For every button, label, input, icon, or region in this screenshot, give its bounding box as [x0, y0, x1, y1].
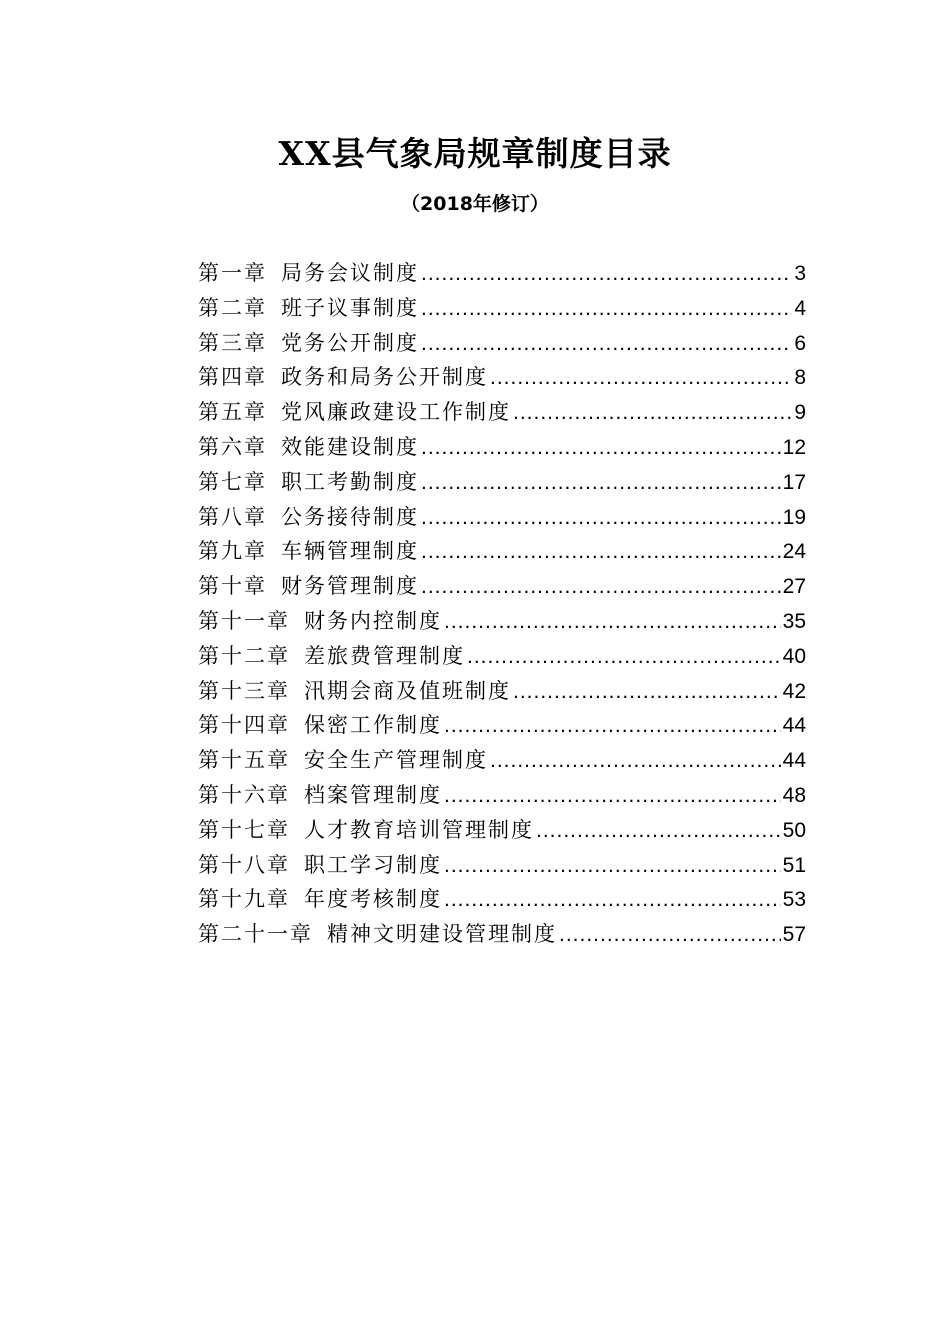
toc-chapter-number: 第十章: [198, 574, 267, 599]
toc-chapter-name: 安全生产管理制度: [304, 748, 488, 773]
toc-page-number: 44: [782, 749, 806, 773]
toc-chapter-number: 第六章: [198, 434, 267, 459]
toc-entry[interactable]: [198, 917, 806, 952]
toc-page-number: 8: [794, 366, 806, 390]
toc-chapter-name: 财务内控制度: [304, 608, 442, 633]
toc-chapter-number: 第三章: [198, 330, 267, 355]
toc-dot-leader: [444, 605, 781, 640]
toc-chapter-number: 第十三章: [198, 678, 290, 703]
toc-chapter-number: 第七章: [198, 469, 267, 494]
toc-page-number: 35: [782, 609, 806, 633]
toc-dot-leader: [421, 535, 781, 570]
toc-chapter-name: 精神文明建设管理制度: [327, 922, 557, 947]
toc-chapter-number: 第十一章: [198, 608, 290, 633]
document-title: XX县气象局规章制度目录: [278, 134, 672, 173]
toc-page-number: 24: [782, 540, 806, 564]
toc-chapter-number: 第八章: [198, 504, 267, 529]
toc-dot-leader: [444, 779, 781, 814]
toc-dot-leader: [490, 361, 792, 396]
toc-dot-leader: [421, 431, 781, 466]
toc-dot-leader: [421, 257, 792, 292]
toc-chapter-number: 第十六章: [198, 782, 290, 807]
toc-dot-leader: [421, 327, 792, 362]
toc-chapter-number: 第五章: [198, 400, 267, 425]
toc-dot-leader: [421, 466, 781, 501]
table-of-contents: [198, 256, 806, 952]
toc-entry[interactable]: [198, 743, 806, 778]
toc-page-number: 53: [782, 888, 806, 912]
toc-chapter-name: 财务管理制度: [281, 574, 419, 599]
toc-chapter-number: 第十八章: [198, 852, 290, 877]
toc-chapter-number: 第二十一章: [198, 922, 313, 947]
toc-entry[interactable]: [198, 465, 806, 500]
toc-dot-leader: [444, 883, 781, 918]
toc-chapter-number: 第九章: [198, 539, 267, 564]
toc-entry[interactable]: [198, 882, 806, 917]
toc-page-number: 3: [794, 262, 806, 285]
toc-entry[interactable]: [198, 848, 806, 883]
toc-chapter-name: 年度考核制度: [304, 887, 442, 912]
toc-chapter-number: 第十二章: [198, 643, 290, 668]
toc-page-number: 12: [782, 435, 806, 459]
toc-chapter-name: 党风廉政建设工作制度: [281, 400, 511, 425]
toc-entry[interactable]: [198, 778, 806, 813]
toc-chapter-name: 效能建设制度: [281, 434, 419, 459]
toc-page-number: 57: [782, 923, 806, 947]
toc-chapter-number: 第十五章: [198, 748, 290, 773]
toc-page-number: 42: [782, 679, 806, 703]
toc-entry[interactable]: [198, 291, 806, 326]
toc-entry[interactable]: [198, 674, 806, 709]
toc-chapter-name: 档案管理制度: [304, 782, 442, 807]
toc-chapter-number: 第十四章: [198, 713, 290, 738]
toc-chapter-name: 班子议事制度: [281, 295, 419, 320]
toc-dot-leader: [444, 849, 781, 884]
toc-chapter-number: 第一章: [198, 261, 267, 285]
toc-entry[interactable]: [198, 639, 806, 674]
toc-dot-leader: [421, 570, 781, 605]
toc-page-number: 17: [782, 470, 806, 494]
toc-chapter-name: 汛期会商及值班制度: [304, 678, 511, 703]
toc-chapter-name: 公务接待制度: [281, 504, 419, 529]
toc-page-number: 44: [782, 714, 806, 738]
toc-entry[interactable]: [198, 360, 806, 395]
toc-page-number: 6: [794, 331, 806, 355]
toc-entry[interactable]: [198, 604, 806, 639]
toc-page-number: 4: [794, 296, 806, 320]
document-subtitle: （2018年修订）: [401, 193, 549, 215]
toc-entry[interactable]: [198, 326, 806, 361]
toc-entry[interactable]: [198, 395, 806, 430]
toc-page-number: 50: [782, 818, 806, 842]
toc-entry[interactable]: [198, 256, 806, 291]
toc-page-number: 27: [782, 575, 806, 599]
toc-page-number: 40: [782, 644, 806, 668]
toc-page-number: 48: [782, 783, 806, 807]
toc-chapter-number: 第十九章: [198, 887, 290, 912]
toc-chapter-name: 车辆管理制度: [281, 539, 419, 564]
toc-entry[interactable]: [198, 569, 806, 604]
toc-chapter-name: 局务会议制度: [281, 261, 419, 285]
toc-chapter-number: 第四章: [198, 365, 267, 390]
toc-page-number: 51: [782, 853, 806, 877]
toc-chapter-number: 第十七章: [198, 817, 290, 842]
toc-chapter-name: 保密工作制度: [304, 713, 442, 738]
toc-chapter-number: 第二章: [198, 295, 267, 320]
toc-chapter-name: 职工考勤制度: [281, 469, 419, 494]
toc-dot-leader: [559, 918, 781, 953]
toc-chapter-name: 党务公开制度: [281, 330, 419, 355]
toc-entry[interactable]: [198, 708, 806, 743]
toc-page-number: 9: [794, 401, 806, 425]
toc-entry[interactable]: [198, 813, 806, 848]
toc-dot-leader: [421, 292, 792, 327]
toc-chapter-name: 差旅费管理制度: [304, 643, 465, 668]
toc-dot-leader: [513, 396, 792, 431]
toc-dot-leader: [490, 744, 781, 779]
toc-dot-leader: [467, 640, 781, 675]
toc-chapter-name: 政务和局务公开制度: [281, 365, 488, 390]
toc-entry[interactable]: [198, 534, 806, 569]
toc-chapter-name: 人才教育培训管理制度: [304, 817, 534, 842]
toc-dot-leader: [536, 814, 781, 849]
toc-dot-leader: [513, 675, 781, 710]
toc-chapter-name: 职工学习制度: [304, 852, 442, 877]
toc-dot-leader: [444, 709, 781, 744]
toc-entry[interactable]: [198, 430, 806, 465]
toc-entry[interactable]: [198, 500, 806, 535]
toc-page-number: 19: [782, 505, 806, 529]
toc-dot-leader: [421, 501, 781, 536]
